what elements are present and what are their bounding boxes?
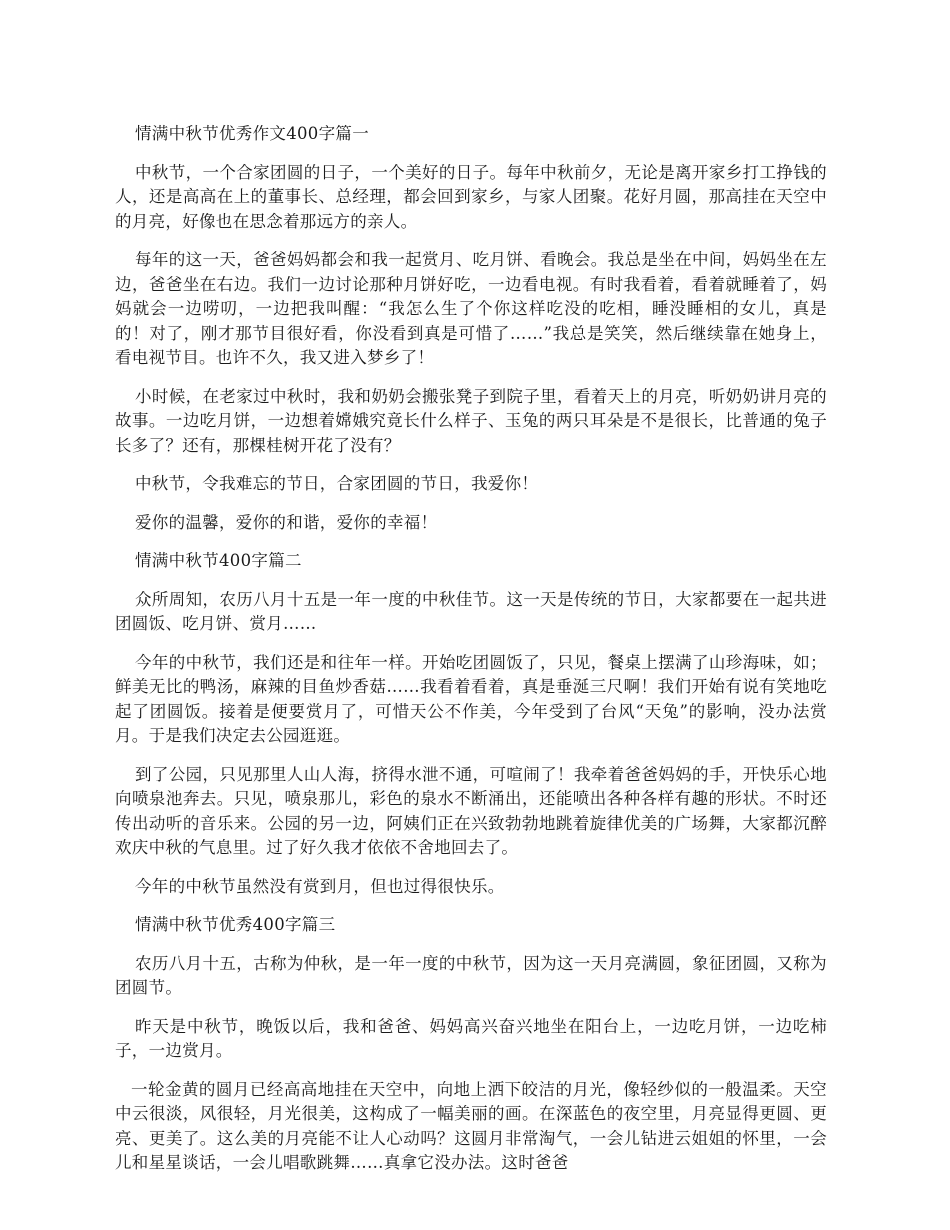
paragraph: 农历八月十五，古称为仲秋，是一年一度的中秋节，因为这一天月亮满圆，象征团圆，又称为团圆节。 — [115, 953, 827, 997]
document-page — [115, 122, 827, 1190]
paragraph: 中秋节，令我难忘的节日，合家团圆的节日，我爱你！ — [135, 474, 539, 493]
paragraph: 爱你的温馨，爱你的和谐，爱你的幸福！ — [135, 512, 438, 532]
paragraph: 中秋节，一个合家团圆的日子，一个美好的日子。每年中秋前夕，无论是离开家乡打工挣钱的人，还是高高在上的董事长、总经理，都会回到家乡，与家人团聚。花好月圆，那高挂在天空中的月亮，好像也在思念着那远方的亲人。 — [115, 162, 827, 231]
paragraph: 一轮金黄的圆月已经高高地挂在天空中，向地上洒下皎洁的月光，像轻纱似的一般温柔。天空中云很淡，风很轻，月光很美，这构成了一幅美丽的画。在深蓝色的夜空里，月亮显得更圆、更亮、更美了。这么美的月亮能不让人心动吗？这圆月非常淘气，一会儿钻进云姐姐的怀里，一会儿和星星谈话，一会儿唱歌跳舞……真拿它没办法。这时爸爸 — [115, 1079, 827, 1172]
paragraph: 小时候，在老家过中秋时，我和奶奶会搬张凳子到院子里，看着天上的月亮，听奶奶讲月亮的故事。一边吃月饼，一边想着嫦娥究竟长什么样子、玉兔的两只耳朵是不是很长，比普通的兔子长多了？还有，那棵桂树开花了没有？ — [115, 386, 827, 455]
section-heading-2: 情满中秋节400字篇二 — [135, 551, 302, 570]
paragraph: 今年的中秋节，我们还是和往年一样。开始吃团圆饭了，只见，餐桌上摆满了山珍海味，如；鲜美无比的鸭汤，麻辣的目鱼炒香菇……我看着看着，真是垂涎三尺啊！我们开始有说有笑地吃起了团圆饭。接着是便要赏月了，可惜天公不作美，今年受到了台风“天兔”的影响，没办法赏月。于是我们决定去公园逛逛。 — [115, 652, 827, 745]
paragraph: 每年的这一天，爸爸妈妈都会和我一起赏月、吃月饼、看晚会。我总是坐在中间，妈妈坐在左边，爸爸坐在右边。我们一边讨论那种月饼好吃，一边看电视。有时我看着，看着就睡着了，妈妈就会一边唠叨，一边把我叫醒：“我怎么生了个你这样吃没的吃相，睡没睡相的女儿，真是的！对了，刚才那节目很好看，你没看到真是可惜了……”我总是笑笑，然后继续靠在她身上，看电视节目。也许不久，我又进入梦乡了！ — [115, 250, 827, 367]
paragraph: 到了公园，只见那里人山人海，挤得水泄不通，可喧闹了！我牵着爸爸妈妈的手，开快乐心地向喷泉池奔去。只见，喷泉那儿，彩色的泉水不断涌出，还能喷出各种各样有趣的形状。不时还传出动听的音乐来。公园的另一边，阿姨们正在兴致勃勃地跳着旋律优美的广场舞，大家都沉醉欢庆中秋的气息里。过了好久我才依依不舍地回去了。 — [115, 764, 827, 857]
section-heading-3: 情满中秋节优秀400字篇三 — [135, 915, 336, 934]
paragraph: 今年的中秋节虽然没有赏到月，但也过得很快乐。 — [135, 876, 505, 896]
paragraph: 众所周知，农历八月十五是一年一度的中秋佳节。这一天是传统的节日，大家都要在一起共进团圆饭、吃月饼、赏月…… — [115, 589, 827, 633]
section-heading-1: 情满中秋节优秀作文400字篇一 — [135, 124, 369, 143]
paragraph: 昨天是中秋节，晚饭以后，我和爸爸、妈妈高兴奋兴地坐在阳台上，一边吃月饼，一边吃柿子，一边赏月。 — [115, 1016, 827, 1060]
